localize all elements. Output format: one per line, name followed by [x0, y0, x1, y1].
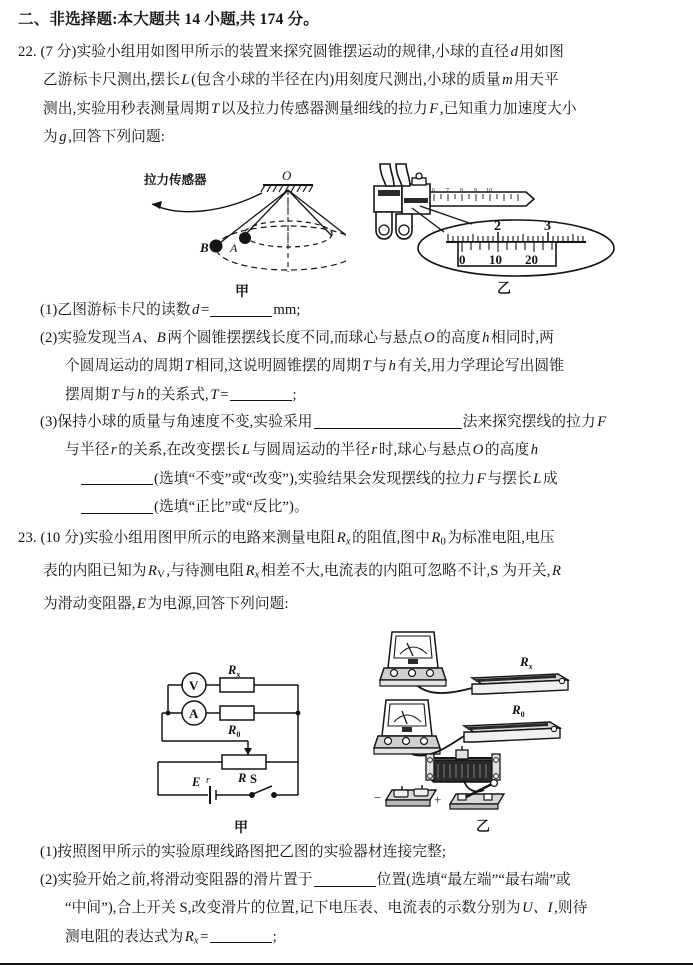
- figure-caption-yi-23: 乙: [476, 820, 490, 835]
- q22-stem-text-3b: 以及拉力传感器测量细线的拉力: [220, 100, 428, 117]
- label-ball-A: A: [230, 241, 238, 255]
- answer-blank-slider-position[interactable]: [314, 872, 376, 887]
- q23-part2-text-b: 位置(选填“最左端”“最右端”或: [376, 872, 571, 888]
- question-22-line-4: [18, 123, 680, 151]
- symbol-T-2: T: [184, 358, 194, 375]
- q22-part2-l3-b: 与: [120, 386, 136, 403]
- q22-part2-l2-a: 个圆周运动的周期: [65, 358, 184, 375]
- q23-part2-line-2: [40, 894, 692, 922]
- q22-stem-text-3c: ,已知重力加速度大小: [439, 100, 577, 117]
- voltmeter-letter: V: [189, 678, 199, 693]
- question-23-number: 23.: [18, 530, 37, 546]
- symbol-d-reading: d: [192, 302, 200, 318]
- battery-plus-label: +: [434, 792, 442, 807]
- symbol-T-5: T: [210, 386, 219, 403]
- symbol-O-1: O: [423, 330, 435, 346]
- q22-part2-l2-d: 有关,用力学理论写出圆锥: [397, 358, 564, 375]
- question-22-part-3: [40, 408, 688, 522]
- vernier-label-20: 20: [525, 252, 538, 267]
- figure-caption-jia-23: 甲: [234, 821, 248, 836]
- ammeter-letter: A: [189, 706, 199, 721]
- vernier-label-10: 10: [489, 252, 502, 267]
- answer-blank-T[interactable]: [230, 387, 292, 402]
- symbol-m: m: [502, 72, 513, 89]
- answer-blank-d[interactable]: [210, 302, 272, 317]
- question-22-number: 22.: [18, 44, 37, 60]
- figure-caption-jia-22: 甲: [235, 285, 249, 300]
- section-header: 二、非选择题:本大题共 14 小题,共 174 分。: [18, 11, 319, 28]
- apparatus-svg: [372, 618, 662, 818]
- q22-part3-line-1: [40, 408, 688, 436]
- q22-part3-line-4: [40, 493, 688, 521]
- symbol-L-2: L: [241, 442, 251, 459]
- q22-part2-l3-eq: =: [220, 386, 229, 403]
- apparatus-label-Rx: $R_x$: [520, 654, 533, 671]
- q23-stem-text-3b: 为电源,回答下列问题:: [147, 596, 289, 613]
- q22-part3-l2-d: 时,球心与悬点: [378, 442, 472, 459]
- q22-stem-text-2a: 乙游标卡尺测出,摆长: [43, 72, 180, 89]
- symbol-r-1: r: [110, 442, 117, 459]
- symbol-h-3: h: [136, 386, 145, 403]
- symbol-T-4: T: [110, 386, 120, 403]
- symbol-L-3: L: [533, 470, 542, 487]
- q22-stem-text-2c: 用天平: [514, 72, 559, 89]
- symbol-T-3: T: [362, 358, 371, 375]
- vernier-label-0: 0: [459, 252, 466, 267]
- q22-stem-text-4a: 为: [43, 129, 58, 146]
- symbol-h-1: h: [482, 330, 490, 346]
- ball-A: [239, 232, 251, 244]
- figure-vernier-caliper: [368, 156, 648, 298]
- svg-text:9: 9: [474, 188, 477, 194]
- q22-part2-text-c: 的高度: [436, 330, 481, 346]
- q23-part2-l3-eq: =: [200, 928, 209, 945]
- q22-part3-l3-a: (选填“不变”或“改变”),实验结果会发现摆线的拉力: [154, 470, 476, 487]
- question-22-line-3: [18, 95, 680, 123]
- q22-part2-line-2: [40, 352, 685, 380]
- q22-stem-text-2b: (包含小球的半径在内)用刻度尺测出,小球的质量: [191, 72, 501, 89]
- q22-part3-l2-b: 的关系,在改变摆长: [118, 442, 241, 459]
- label-Rx: $R_x$: [228, 663, 241, 679]
- question-23-stem: [18, 524, 686, 619]
- q22-part2-l2-b: 相同,这说明圆锥摆的周期: [194, 358, 362, 375]
- switch-apparatus: [450, 780, 504, 809]
- symbol-g: g: [59, 129, 67, 146]
- symbol-h-2: h: [388, 358, 397, 375]
- answer-blank-proportion[interactable]: [81, 499, 153, 514]
- rx-resistor-box: [472, 674, 568, 694]
- question-22-part-1: [40, 296, 680, 324]
- q22-stem-text-3a: 测出,实验用秒表测量周期: [43, 100, 210, 117]
- svg-text:8: 8: [460, 188, 463, 194]
- label-S-switch: S: [250, 772, 257, 786]
- question-23-part-2: [40, 866, 692, 956]
- q23-stem-text-1c: 为标准电阻,电压: [447, 530, 555, 546]
- question-23-line-2: [18, 557, 686, 590]
- q22-part2-l3-c: 的关系式,: [145, 386, 209, 403]
- svg-text:7: 7: [446, 188, 449, 194]
- apparatus-label-R0: $R_0$: [512, 702, 525, 719]
- symbol-O-2: O: [472, 442, 484, 459]
- q22-part3-l2-a: 与半径: [65, 442, 110, 459]
- q22-part2-l3-end: ;: [292, 386, 297, 403]
- q23-part2-l3-a: 测电阻的表达式为: [65, 928, 184, 945]
- question-23-line-1: [18, 524, 686, 557]
- answer-blank-change[interactable]: [81, 471, 153, 486]
- svg-text:6: 6: [432, 188, 435, 194]
- label-apex-O: O: [282, 168, 292, 183]
- q22-part3-l2-e: 的高度: [484, 442, 530, 459]
- symbol-R-rheo: R: [551, 563, 562, 580]
- main-scale-label-3: 3: [544, 219, 551, 234]
- answer-blank-method[interactable]: [314, 414, 462, 429]
- symbol-F-3: F: [476, 470, 486, 487]
- q23-part2-l3-end: ;: [272, 928, 277, 945]
- q23-part2-line-3: [40, 923, 692, 956]
- q22-part2-line-3: [40, 381, 685, 409]
- r0-resistor-box: [464, 722, 560, 742]
- figure-apparatus-photo: [372, 618, 662, 836]
- q23-part2-l2-b: ,则待: [554, 900, 588, 917]
- symbol-F-2: F: [597, 414, 607, 430]
- question-22-line-2: [18, 66, 680, 94]
- q22-part3-text-a: (3)保持小球的质量与角速度不变,实验采用: [40, 414, 313, 430]
- q22-part1-equals: =: [200, 302, 210, 318]
- q23-stem-text-3a: 为滑动变阻器,: [43, 596, 136, 613]
- slider-arrow: [244, 748, 252, 755]
- q23-part2-l2-a: “中间”),合上开关 S,改变滑片的位置,记下电压表、电流表的示数分别为: [65, 900, 521, 917]
- q23-part2-text-a: (2)实验开始之前,将滑动变阻器的滑片置于: [40, 872, 313, 888]
- q22-part2-text-d: 相同时,两: [491, 330, 554, 346]
- circuit-diagram-svg: [150, 655, 350, 815]
- q22-part2-text-b: 两个圆锥摆摆线长度不同,而球心与悬点: [167, 330, 423, 346]
- q23-stem-text-1a: (10 分)实验小组用图甲所示的电路来测量电阻: [40, 530, 336, 546]
- q23-part2-line-1: [40, 866, 692, 894]
- q22-part1-line-1: [40, 296, 680, 324]
- q22-part2-line-1: [40, 324, 685, 352]
- symbol-F: F: [429, 100, 439, 117]
- q22-stem-text-1a: (7 分)实验小组用如图甲所示的装置来探究圆锥摆运动的规律,小球的: [40, 44, 480, 60]
- q22-part3-l3-c: 成: [542, 470, 558, 487]
- q22-stem-text-4b: ,回答下列问题:: [68, 129, 165, 146]
- label-R-rheostat: R: [238, 771, 247, 785]
- label-E: E: [192, 775, 201, 789]
- symbol-L: L: [181, 72, 190, 89]
- q22-part3-line-3: [40, 465, 688, 493]
- q23-stem-text-2c: 相差不大,电流表的内阻可忽略不计,S 为开关,: [260, 563, 551, 580]
- figure-conical-pendulum: [146, 160, 346, 301]
- figure-caption-yi-22: 乙: [497, 282, 511, 297]
- q23-stem-text-2b: ,与待测电阻: [166, 563, 245, 580]
- label-r-internal: r: [206, 775, 210, 786]
- q22-part3-l4-a: (选填“正比”或“反比”)。: [154, 499, 309, 516]
- ball-B: [210, 240, 223, 253]
- question-22-stem: [18, 38, 680, 152]
- q23-part1-line-1: [40, 838, 688, 866]
- question-23-part-1: [40, 838, 688, 866]
- q22-part3-line-2: [40, 436, 688, 464]
- symbol-R-x-3: $R_x$: [184, 928, 199, 947]
- q22-part1-text-a: (1)乙图游标卡尺的读数: [40, 302, 191, 318]
- question-23-line-3: [18, 590, 686, 618]
- q22-part3-l2-c: 与圆周运动的半径: [251, 442, 370, 459]
- q22-part2-l2-c: 与: [372, 358, 388, 375]
- symbol-U-I: U、I: [522, 900, 553, 917]
- symbol-R-x-2: $R_x$: [245, 563, 260, 581]
- symbol-A-B: A、B: [132, 330, 166, 346]
- q23-stem-text-2a: 表的内阻已知为: [43, 563, 147, 580]
- force-sensor-label: 拉力传感器: [144, 173, 207, 187]
- q22-part3-l3-b: 与摆长: [487, 470, 532, 487]
- answer-blank-Rx-expression[interactable]: [210, 929, 272, 944]
- question-22-line-1: [18, 38, 680, 66]
- symbol-T: T: [210, 100, 220, 117]
- q23-stem-text-1b: 的阻值,图中: [352, 530, 430, 546]
- q22-part3-text-b: 法来探究摆线的拉力: [462, 414, 596, 430]
- q22-part2-l3-a: 摆周期: [65, 386, 110, 403]
- symbol-R-V: RV: [148, 563, 165, 581]
- q22-part1-unit: mm;: [273, 302, 301, 318]
- symbol-R-x-1: $R_x$: [336, 530, 351, 548]
- figure-circuit-diagram: [150, 655, 350, 837]
- vernier-caliper-svg: [368, 156, 648, 281]
- label-R0: $R_0$: [228, 723, 241, 739]
- meter-1: [380, 632, 446, 686]
- symbol-r-2: r: [371, 442, 378, 459]
- svg-text:10: 10: [486, 188, 492, 194]
- symbol-E-1: E: [137, 596, 147, 613]
- question-22-part-2: [40, 324, 685, 409]
- battery-minus-label: −: [374, 790, 382, 805]
- q23-part1-text: (1)按照图甲所示的实验原理线路图把乙图的实验器材连接完整;: [40, 844, 447, 860]
- q22-stem-diameter-word: 直径: [479, 44, 510, 60]
- symbol-d: d: [510, 44, 519, 60]
- q22-part2-text-a: (2)实验发现当: [40, 330, 132, 346]
- symbol-R-0-1: R0: [431, 530, 446, 548]
- symbol-h-4: h: [530, 442, 539, 459]
- battery-apparatus: [386, 785, 436, 806]
- main-scale-label-2: 2: [494, 219, 501, 234]
- label-ball-B: B: [200, 240, 209, 255]
- q22-stem-text-1b: 用如图: [519, 44, 564, 60]
- meter-2: [374, 700, 440, 754]
